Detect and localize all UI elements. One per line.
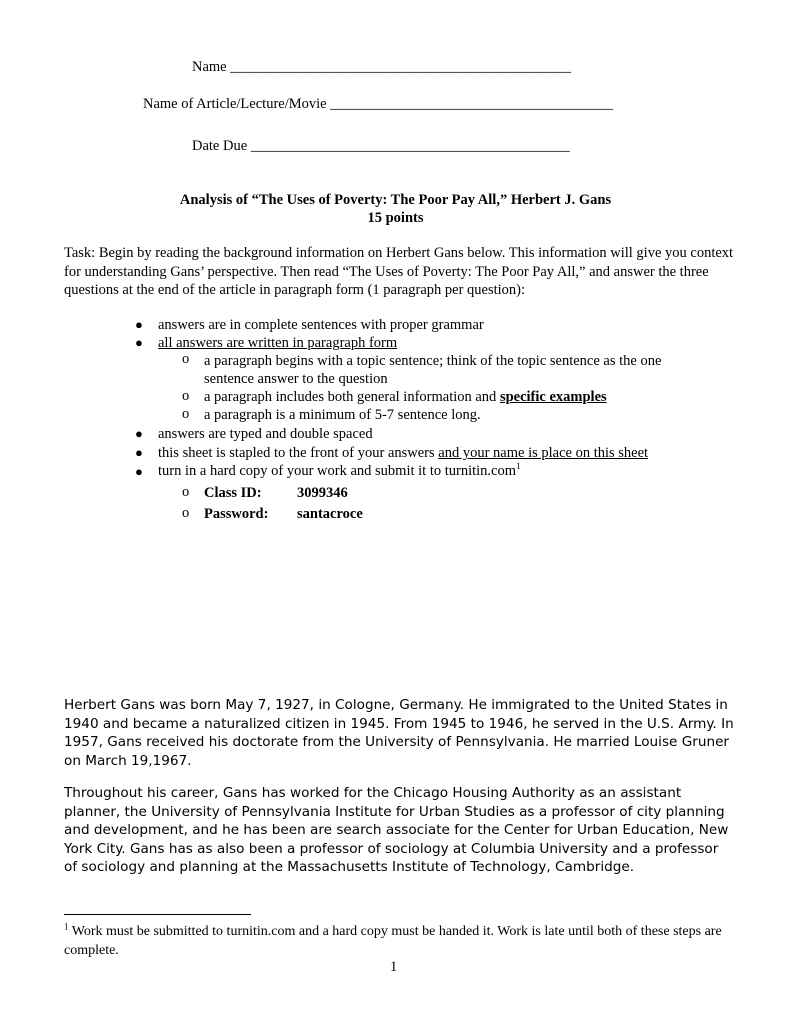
bio-text-1: Herbert Gans was born May 7, 1927, in Cologne, Germany. He immigrated to the United States in 1940 and became a naturalized citizen in 1945. From 1945 to 1946, he served in the U.S. Army. In 1957, Gans received his doctorate from the University of Pennsylvania. He married Louise Gruner on March 19,1967. <box>64 697 734 769</box>
bullet-icon: ● <box>135 335 143 350</box>
requirement-turnitin <box>158 462 521 480</box>
circle-bullet-icon: o <box>182 351 190 367</box>
date-due-field <box>192 137 570 155</box>
bullet-icon: ● <box>135 464 143 479</box>
bullet-icon: ● <box>135 445 143 460</box>
password-label: Password: <box>204 506 269 522</box>
requirement-paragraph-form: all answers are written in paragraph form <box>158 335 398 351</box>
requirement-typed: answers are typed and double spaced <box>158 426 373 442</box>
requirement-stapled <box>158 444 648 462</box>
bullet-icon: ● <box>135 426 143 441</box>
password-value: santacroce <box>297 506 363 522</box>
article-blank: _______________________________________ <box>330 96 613 112</box>
class-id-label: Class ID: <box>204 485 262 501</box>
circle-bullet-icon: o <box>182 406 190 422</box>
footnote-ref: 1 <box>516 461 521 472</box>
sub-topic-sentence-line1: a paragraph begins with a topic sentence; think of the topic sentence as the one <box>204 353 662 369</box>
sub-general-info <box>204 388 607 406</box>
task-instructions <box>64 244 734 300</box>
circle-bullet-icon: o <box>182 484 190 500</box>
name-label: Name <box>192 59 227 75</box>
requirement-name-underlined: and your name is place on this sheet <box>438 445 649 461</box>
bio-paragraph-1 <box>64 696 734 770</box>
class-id-value: 3099346 <box>297 485 348 501</box>
footnote-text: Work must be submitted to turnitin.com and a hard copy must be handed it. Work is late until both of these steps are complete. <box>64 924 722 958</box>
date-due-label: Date Due <box>192 138 248 154</box>
task-text: Task: Begin by reading the background information on Herbert Gans below. This information will give you context for understanding Gans’ perspective. Then read “The Uses of Poverty: The Poor Pay All,” and answer the three questions at the end of the article in paragraph form (1 paragraph per question): <box>64 245 734 298</box>
specific-examples-emphasis: specific examples <box>499 389 607 405</box>
footnote-divider <box>64 914 251 915</box>
sub-general-info-text: a paragraph includes both general information and <box>204 389 500 405</box>
sub-topic-sentence-line2: sentence answer to the question <box>204 371 388 387</box>
bio-paragraph-2 <box>64 784 734 877</box>
footnote-mark: 1 <box>64 921 69 932</box>
assignment-points: 15 points <box>367 210 424 226</box>
requirement-sentences: answers are in complete sentences with proper grammar <box>158 317 484 333</box>
article-field <box>143 95 613 113</box>
page-number: 1 <box>390 959 398 975</box>
date-due-blank: ____________________________________________ <box>250 138 570 154</box>
article-label: Name of Article/Lecture/Movie <box>143 96 327 112</box>
name-field <box>192 58 571 76</box>
requirement-turnitin-text: turn in a hard copy of your work and submit it to turnitin.com <box>158 463 517 479</box>
name-blank: _______________________________________________ <box>230 59 571 75</box>
requirement-stapled-text: this sheet is stapled to the front of your answers <box>158 445 439 461</box>
footnote <box>64 922 734 960</box>
assignment-title: Analysis of “The Uses of Poverty: The Poor Pay All,” Herbert J. Gans <box>179 192 612 208</box>
circle-bullet-icon: o <box>182 505 190 521</box>
bullet-icon: ● <box>135 317 143 332</box>
sub-minimum-length: a paragraph is a minimum of 5-7 sentence long. <box>204 407 481 423</box>
bio-text-2: Throughout his career, Gans has worked for the Chicago Housing Authority as an assistant planner, the University of Pennsylvania Institute for Urban Studies as a professor of city planning and development, and he has been are search associate for the Center for Urban Education, New York City. Gans has as also been a professor of sociology at Columbia University and a professor of sociology and planning at the Massachusetts Institute of Technology, Cambridge. <box>64 785 729 876</box>
circle-bullet-icon: o <box>182 388 190 404</box>
